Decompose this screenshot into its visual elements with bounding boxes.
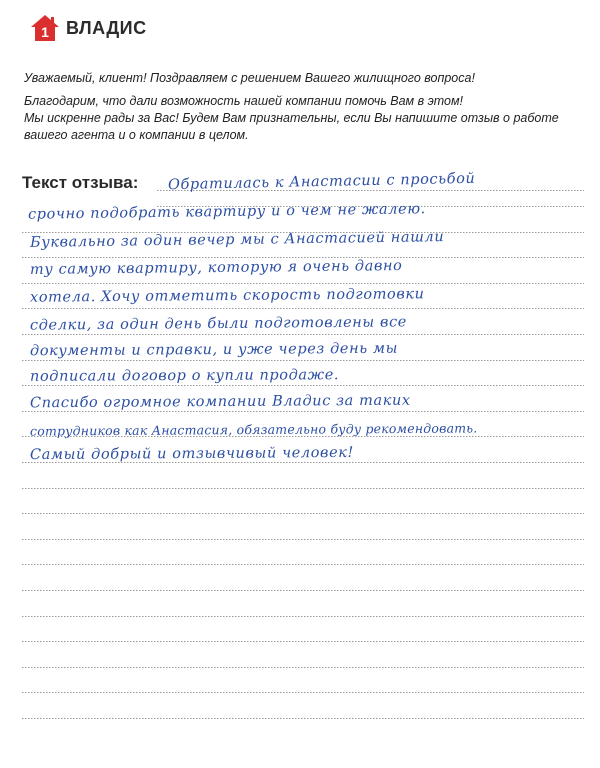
review-line: сотрудников как Анастасия, обязательно буду рекомендовать.	[29, 420, 478, 439]
review-line: Обратилась к Анастасии с просьбой	[167, 170, 476, 194]
request-line-2: вашего агента и о компании в целом.	[24, 128, 249, 142]
review-line: хотела. Хочу отметить скорость подготовки	[29, 286, 425, 306]
review-line: подписали договор о купли продаже.	[29, 367, 340, 385]
review-line: Буквально за один вечер мы с Анастасией нашли	[29, 229, 445, 251]
review-label: Текст отзыва:	[22, 173, 139, 192]
review-line: сделки, за один день были подготовлены все	[29, 314, 408, 334]
thanks-line: Благодарим, что дали возможность нашей компании помочь Вам в этом!	[24, 94, 464, 108]
logo-number: 1	[41, 24, 49, 40]
request-line: Мы искренне рады за Вас! Будем Вам признательны, если Вы напишите отзыв о работе	[24, 111, 559, 125]
review-line: Самый добрый и отзывчивый человек!	[29, 444, 354, 464]
brand-name: ВЛАДИС	[66, 17, 147, 38]
review-line: документы и справки, и уже через день мы	[29, 340, 399, 360]
greeting: Уважаемый, клиент! Поздравляем с решением Вашего жилищного вопроса!	[24, 71, 475, 85]
review-line: ту самую квартиру, которую я очень давно	[29, 258, 403, 278]
review-line: срочно подобрать квартиру и о чем не жалею.	[27, 201, 426, 223]
review-line: Спасибо огромное компании Владис за таких	[29, 392, 411, 412]
